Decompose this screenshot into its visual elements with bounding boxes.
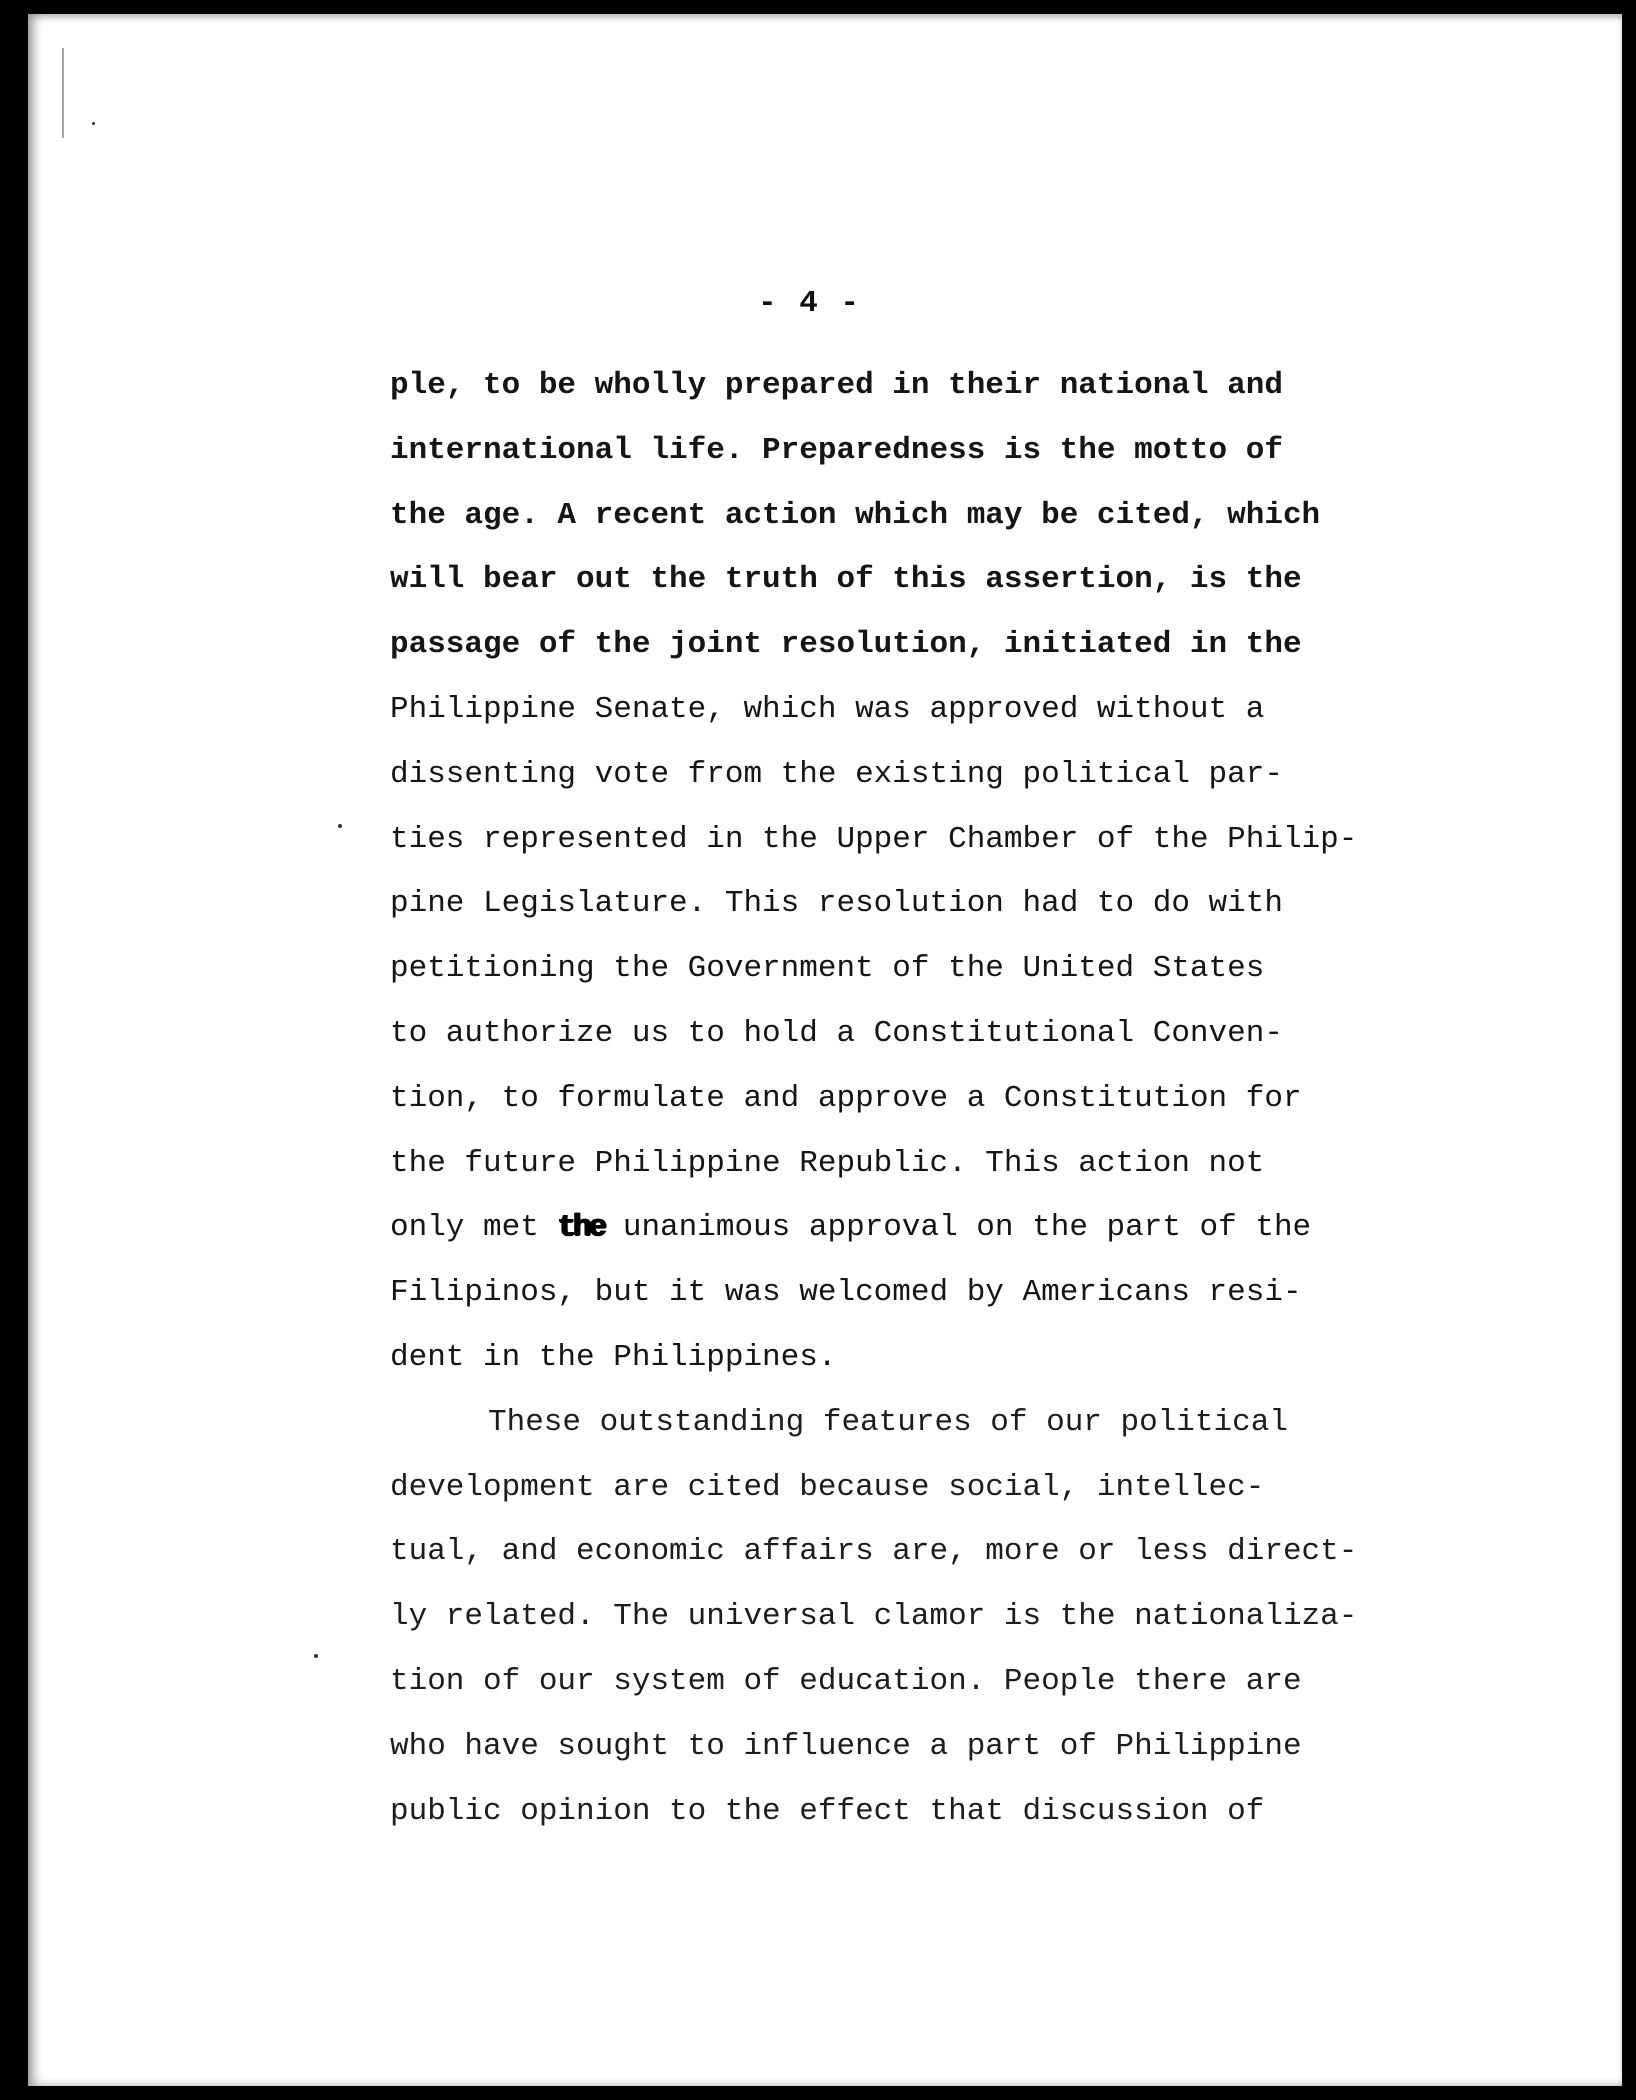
margin-speck xyxy=(92,122,95,125)
line-segment: unanimous approval on the part of the xyxy=(604,1210,1312,1246)
text-line: pine Legislature. This resolution had to do with xyxy=(390,886,1283,922)
text-line: tion, to formulate and approve a Constitution for xyxy=(390,1080,1302,1116)
paragraph-2 xyxy=(390,1391,1510,1845)
text-line: Philippine Senate, which was approved without a xyxy=(390,691,1265,727)
overstruck-word: the xyxy=(557,1210,605,1246)
text-line: who have sought to influence a part of Philippine xyxy=(390,1728,1302,1764)
edge-crease xyxy=(62,48,78,138)
typed-page xyxy=(28,14,1622,2086)
margin-speck xyxy=(314,1654,318,1658)
paragraph-1 xyxy=(390,354,1510,1391)
text-line: public opinion to the effect that discussion of xyxy=(390,1793,1265,1829)
text-line: to authorize us to hold a Constitutional Conven- xyxy=(390,1015,1283,1051)
margin-speck xyxy=(338,824,342,828)
text-line: ple, to be wholly prepared in their national and xyxy=(390,368,1283,403)
text-line: ly related. The universal clamor is the nationaliza- xyxy=(390,1599,1358,1635)
text-line: petitioning the Government of the United States xyxy=(390,951,1265,987)
text-line: tual, and economic affairs are, more or less direct- xyxy=(390,1534,1358,1570)
text-line: dent in the Philippines. xyxy=(390,1339,837,1375)
text-line: ties represented in the Upper Chamber of the Philip- xyxy=(390,821,1358,857)
text-line: These outstanding features of our political xyxy=(488,1404,1288,1440)
text-line: the age. A recent action which may be cited, which xyxy=(390,497,1321,533)
text-line: dissenting vote from the existing political par- xyxy=(390,756,1283,792)
page-body xyxy=(390,354,1510,1844)
line-segment: only met xyxy=(390,1210,558,1246)
text-line: tion of our system of education. People there are xyxy=(390,1663,1302,1699)
text-line: passage of the joint resolution, initiated in the xyxy=(390,627,1302,663)
text-line: development are cited because social, intellec- xyxy=(390,1469,1265,1505)
text-line: will bear out the truth of this assertion, is the xyxy=(390,562,1302,598)
text-line-with-overstrike xyxy=(390,1196,1510,1261)
page-number: - 4 - xyxy=(758,286,862,321)
text-line: Filipinos, but it was welcomed by Americans resi- xyxy=(390,1275,1302,1311)
text-line: the future Philippine Republic. This action not xyxy=(390,1145,1265,1181)
text-line: international life. Preparedness is the motto of xyxy=(390,432,1283,468)
